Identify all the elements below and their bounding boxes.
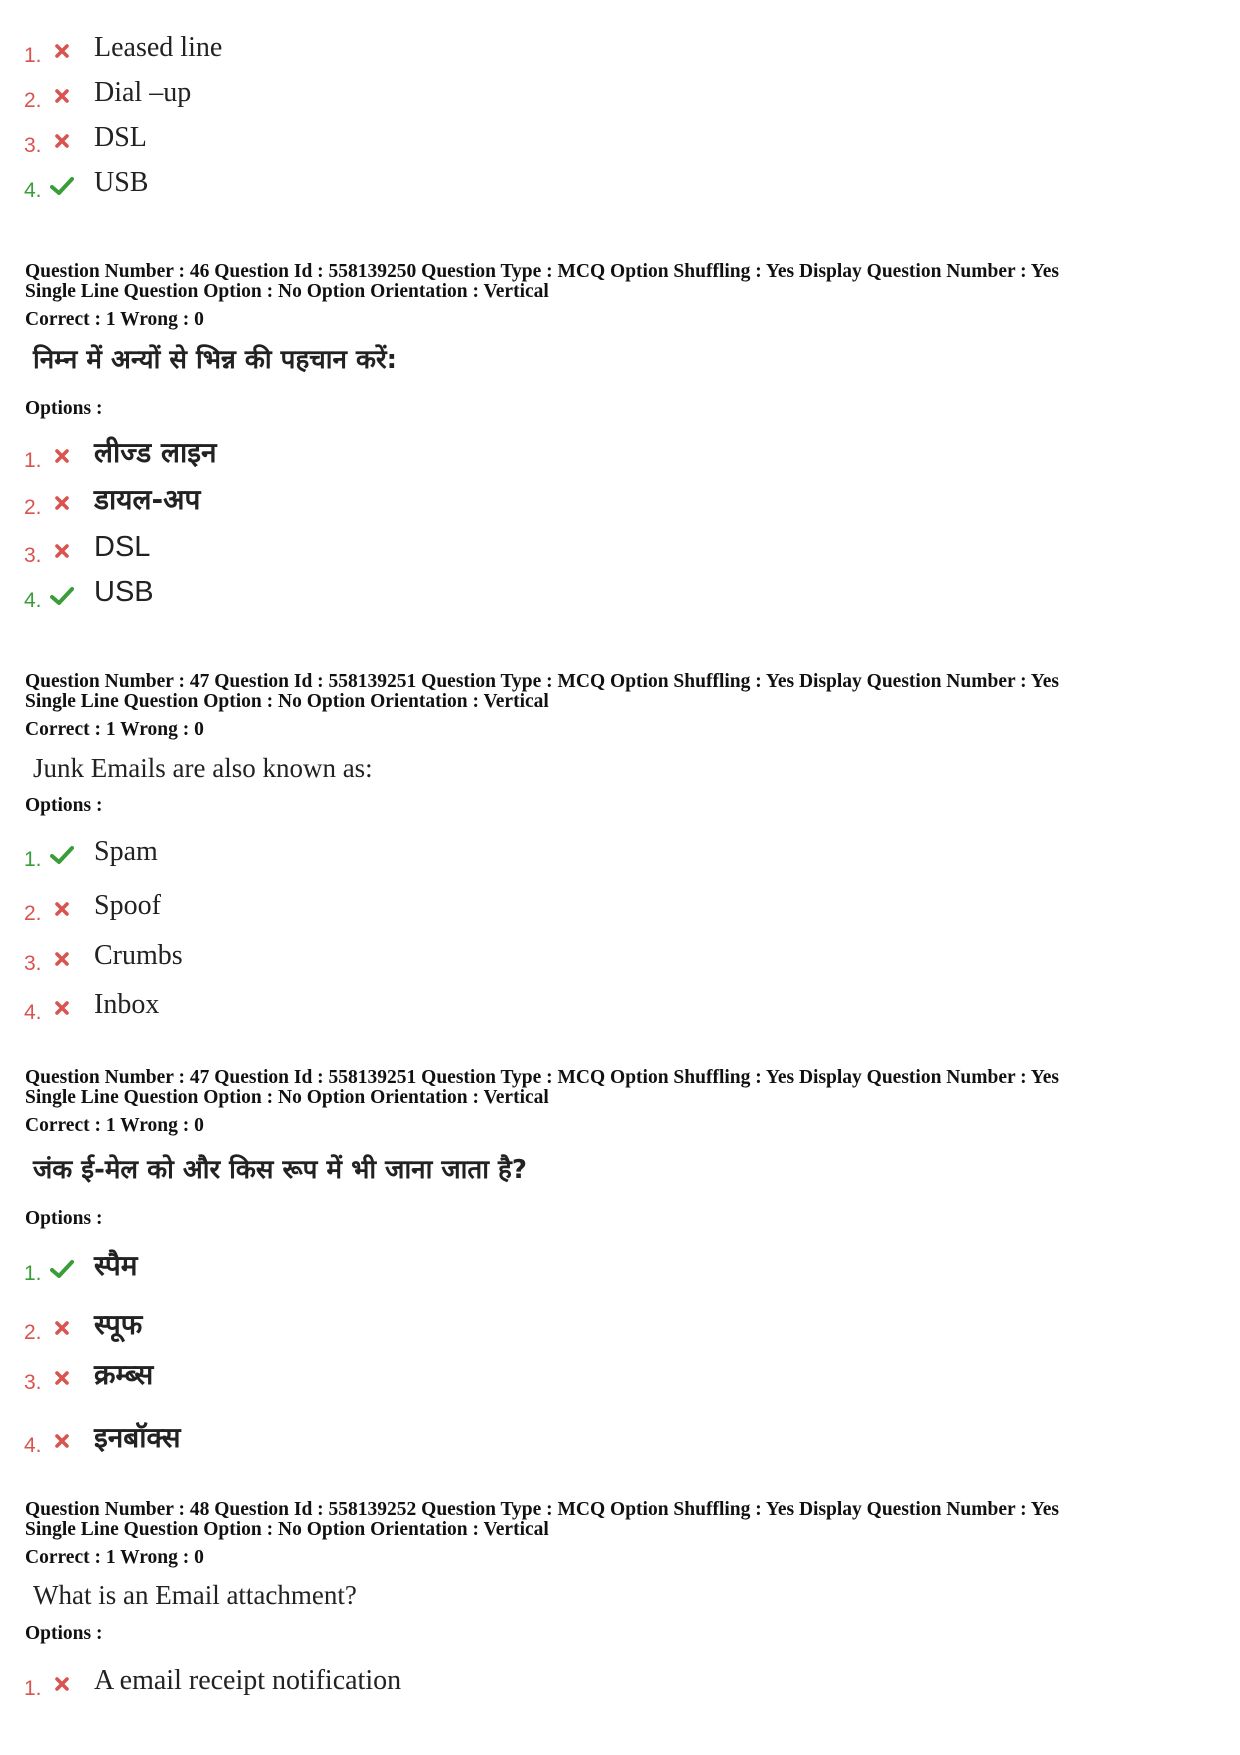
checkmark-icon [48, 1254, 76, 1284]
question-meta-2: Single Line Question Option : No Option Orientation : Vertical [25, 691, 549, 712]
option-number: 1. [24, 44, 42, 67]
checkmark-icon [48, 581, 76, 611]
option-text: स्पूफ [94, 1308, 143, 1341]
cross-icon [48, 1426, 76, 1456]
cross-icon [48, 441, 76, 471]
cross-icon [48, 894, 76, 924]
option-number: 2. [24, 1321, 42, 1344]
cross-icon [48, 1363, 76, 1393]
option-row [24, 22, 222, 66]
option-text: इनबॉक्स [94, 1421, 181, 1454]
option-number: 2. [24, 89, 42, 112]
option-row [24, 979, 159, 1023]
question-meta: Question Number : 47 Question Id : 558139251 Question Type : MCQ Option Shuffling : Yes Display Question Number : Yes [25, 1067, 1059, 1088]
options-label: Options : [25, 398, 103, 419]
cross-icon [48, 944, 76, 974]
option-number: 3. [24, 1371, 42, 1394]
question-stem: जंक ई-मेल को और किस रूप में भी जाना जाता है? [33, 1155, 527, 1185]
option-number: 1. [24, 1677, 42, 1700]
option-row [24, 1412, 181, 1456]
option-number: 3. [24, 134, 42, 157]
option-text: क्रम्ब्स [94, 1358, 154, 1391]
option-number: 1. [24, 848, 42, 871]
option-text: Spoof [94, 890, 161, 921]
question-meta: Question Number : 47 Question Id : 558139251 Question Type : MCQ Option Shuffling : Yes Display Question Number : Yes [25, 671, 1059, 692]
question-meta-2: Single Line Question Option : No Option Orientation : Vertical [25, 281, 549, 302]
score-info: Correct : 1 Wrong : 0 [25, 1115, 204, 1136]
option-number: 1. [24, 1262, 42, 1285]
cross-icon [48, 536, 76, 566]
cross-icon [48, 1669, 76, 1699]
option-row [24, 474, 200, 518]
option-row [24, 1240, 138, 1284]
option-row [24, 930, 183, 974]
option-text: Inbox [94, 989, 160, 1020]
score-info: Correct : 1 Wrong : 0 [25, 309, 204, 330]
option-number: 4. [24, 179, 42, 202]
option-row [24, 567, 154, 611]
option-text: A email receipt notification [94, 1665, 402, 1696]
option-text: DSL [94, 122, 147, 153]
option-text: USB [94, 576, 154, 608]
cross-icon [48, 993, 76, 1023]
option-row [24, 112, 147, 156]
question-meta-2: Single Line Question Option : No Option Orientation : Vertical [25, 1087, 549, 1108]
cross-icon [48, 81, 76, 111]
options-label: Options : [25, 1623, 103, 1644]
option-row [24, 427, 217, 471]
option-text: लीज्ड लाइन [94, 436, 217, 469]
checkmark-icon [48, 171, 76, 201]
cross-icon [48, 1313, 76, 1343]
checkmark-icon [48, 840, 76, 870]
option-number: 4. [24, 589, 42, 612]
question-stem: निम्न में अन्यों से भिन्न की पहचान करें: [33, 345, 397, 375]
option-number: 4. [24, 1434, 42, 1457]
option-text: Spam [94, 836, 158, 867]
option-number: 4. [24, 1001, 42, 1024]
option-number: 1. [24, 449, 42, 472]
question-stem: Junk Emails are also known as: [33, 753, 373, 783]
option-text: DSL [94, 531, 151, 563]
option-text: Crumbs [94, 940, 183, 971]
option-row [24, 67, 191, 111]
option-row [24, 1655, 401, 1699]
option-text: Leased line [94, 32, 223, 63]
option-number: 2. [24, 496, 42, 519]
cross-icon [48, 488, 76, 518]
options-label: Options : [25, 1208, 103, 1229]
option-number: 3. [24, 544, 42, 567]
options-label: Options : [25, 795, 103, 816]
question-meta-2: Single Line Question Option : No Option Orientation : Vertical [25, 1519, 549, 1540]
cross-icon [48, 126, 76, 156]
cross-icon [48, 36, 76, 66]
option-row [24, 826, 158, 870]
score-info: Correct : 1 Wrong : 0 [25, 719, 204, 740]
option-text: स्पैम [94, 1249, 138, 1282]
option-row [24, 157, 148, 201]
option-number: 2. [24, 902, 42, 925]
question-meta: Question Number : 46 Question Id : 558139250 Question Type : MCQ Option Shuffling : Yes Display Question Number : Yes [25, 261, 1059, 282]
option-row [24, 1349, 153, 1393]
question-meta: Question Number : 48 Question Id : 558139252 Question Type : MCQ Option Shuffling : Yes Display Question Number : Yes [25, 1499, 1059, 1520]
option-text: डायल-अप [94, 483, 201, 516]
option-text: Dial –up [94, 77, 192, 108]
option-row [24, 522, 150, 566]
option-number: 3. [24, 952, 42, 975]
option-text: USB [94, 167, 149, 198]
option-row [24, 1299, 142, 1343]
option-row [24, 880, 161, 924]
score-info: Correct : 1 Wrong : 0 [25, 1547, 204, 1568]
question-stem: What is an Email attachment? [33, 1580, 357, 1610]
